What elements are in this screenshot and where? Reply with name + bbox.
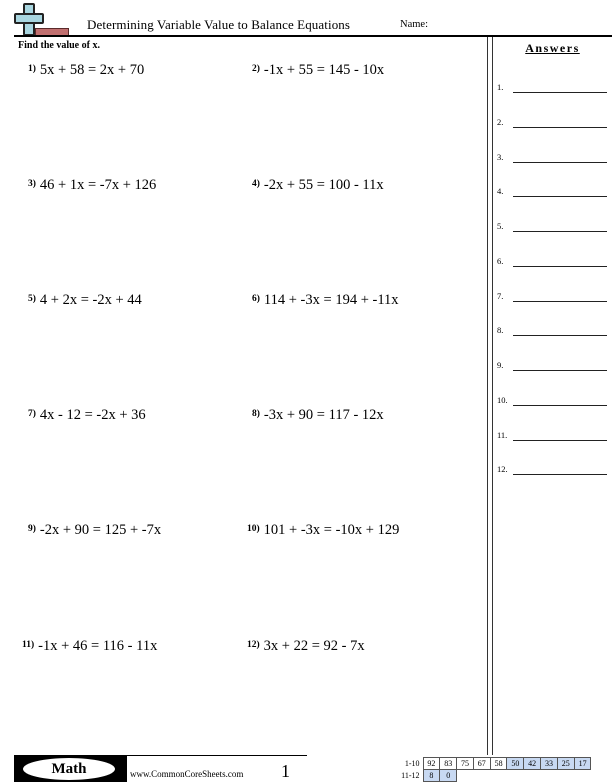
problem-number: 1) bbox=[28, 64, 36, 74]
answer-underline[interactable] bbox=[513, 196, 607, 197]
problem-number: 5) bbox=[28, 294, 36, 304]
score-cell: 83 bbox=[440, 758, 457, 770]
problem-equation: -1x + 55 = 145 - 10x bbox=[263, 62, 385, 78]
score-cell: 67 bbox=[473, 758, 490, 770]
score-row-label: 11-12 bbox=[401, 771, 420, 780]
answer-underline[interactable] bbox=[513, 162, 607, 163]
answer-number: 12. bbox=[497, 464, 508, 474]
score-cell: 17 bbox=[574, 758, 591, 770]
answers-column-divider bbox=[487, 37, 493, 755]
name-field-label: Name: bbox=[400, 19, 428, 30]
answer-number: 1. bbox=[497, 82, 504, 92]
problem-equation: -1x + 46 = 116 - 11x bbox=[38, 638, 158, 654]
page-number: 1 bbox=[281, 761, 290, 781]
answer-blank-3[interactable] bbox=[497, 149, 607, 163]
subject-label: Math bbox=[23, 758, 115, 780]
answer-number: 7. bbox=[497, 291, 504, 301]
answer-underline[interactable] bbox=[513, 440, 607, 441]
problem-number: 4) bbox=[252, 179, 260, 189]
answer-underline[interactable] bbox=[513, 231, 607, 232]
problem-number: 6) bbox=[252, 294, 260, 304]
problem-equation: 5x + 58 = 2x + 70 bbox=[39, 62, 145, 78]
problem-8 bbox=[252, 406, 384, 426]
score-cell: 0 bbox=[440, 770, 457, 782]
problem-number: 9) bbox=[28, 524, 36, 534]
problem-3 bbox=[28, 176, 156, 196]
answer-blank-10[interactable] bbox=[497, 392, 607, 406]
footer-separator bbox=[126, 756, 127, 782]
problem-equation: 114 + -3x = 194 + -11x bbox=[263, 292, 399, 308]
answer-blank-6[interactable] bbox=[497, 253, 607, 267]
answer-blank-9[interactable] bbox=[497, 357, 607, 371]
problem-equation: -3x + 90 = 117 - 12x bbox=[263, 407, 384, 423]
answer-number: 3. bbox=[497, 152, 504, 162]
answer-underline[interactable] bbox=[513, 266, 607, 267]
score-row-label: 1-10 bbox=[404, 759, 420, 768]
answer-blank-7[interactable] bbox=[497, 288, 607, 302]
problem-equation: 46 + 1x = -7x + 126 bbox=[39, 177, 157, 193]
answer-underline[interactable] bbox=[513, 474, 607, 475]
problem-4 bbox=[252, 176, 384, 196]
problem-11 bbox=[22, 637, 157, 657]
header-divider bbox=[14, 35, 612, 37]
plus-sign-logo-icon bbox=[14, 3, 70, 37]
score-table bbox=[395, 757, 591, 782]
answer-number: 6. bbox=[497, 256, 504, 266]
score-row-11-12 bbox=[395, 770, 591, 782]
instructions: Find the value of x. bbox=[18, 40, 100, 51]
website-link[interactable]: www.CommonCoreSheets.com bbox=[130, 769, 244, 779]
problem-number: 3) bbox=[28, 179, 36, 189]
answer-number: 2. bbox=[497, 117, 504, 127]
answer-number: 8. bbox=[497, 325, 504, 335]
worksheet-title: Determining Variable Value to Balance Equations bbox=[87, 17, 351, 32]
problem-equation: 4x - 12 = -2x + 36 bbox=[39, 407, 146, 423]
subject-badge bbox=[14, 756, 126, 782]
problem-12 bbox=[247, 637, 365, 657]
problem-2 bbox=[252, 61, 384, 81]
problem-equation: -2x + 90 = 125 + -7x bbox=[39, 522, 162, 538]
problem-number: 12) bbox=[247, 640, 260, 650]
answer-blank-8[interactable] bbox=[497, 322, 607, 336]
problem-equation: 4 + 2x = -2x + 44 bbox=[39, 292, 142, 308]
score-cell: 58 bbox=[490, 758, 507, 770]
problem-number: 2) bbox=[252, 64, 260, 74]
answer-blank-12[interactable] bbox=[497, 461, 607, 475]
problem-number: 8) bbox=[252, 409, 260, 419]
problem-equation: 3x + 22 = 92 - 7x bbox=[263, 638, 365, 654]
answer-blank-11[interactable] bbox=[497, 427, 607, 441]
problem-equation: 101 + -3x = -10x + 129 bbox=[263, 522, 400, 538]
answer-underline[interactable] bbox=[513, 370, 607, 371]
answer-blank-2[interactable] bbox=[497, 114, 607, 128]
answer-underline[interactable] bbox=[513, 301, 607, 302]
score-cell: 33 bbox=[541, 758, 558, 770]
answer-underline[interactable] bbox=[513, 127, 607, 128]
problem-7 bbox=[28, 406, 146, 426]
answer-number: 10. bbox=[497, 395, 508, 405]
score-cell: 92 bbox=[423, 758, 440, 770]
answer-blank-4[interactable] bbox=[497, 183, 607, 197]
answer-underline[interactable] bbox=[513, 335, 607, 336]
problem-number: 11) bbox=[22, 640, 35, 650]
score-cell: 42 bbox=[524, 758, 541, 770]
score-cell: 75 bbox=[457, 758, 474, 770]
worksheet-header bbox=[0, 0, 612, 37]
problem-number: 7) bbox=[28, 409, 36, 419]
score-cell: 25 bbox=[557, 758, 574, 770]
answer-number: 4. bbox=[497, 186, 504, 196]
problem-1 bbox=[28, 61, 144, 81]
problem-equation: -2x + 55 = 100 - 11x bbox=[263, 177, 384, 193]
problem-9 bbox=[28, 521, 161, 541]
answer-underline[interactable] bbox=[513, 92, 607, 93]
answer-blank-5[interactable] bbox=[497, 218, 607, 232]
problem-10 bbox=[247, 521, 399, 541]
problem-number: 10) bbox=[247, 524, 260, 534]
score-row-1-10 bbox=[395, 758, 591, 770]
answer-number: 11. bbox=[497, 430, 508, 440]
problem-6 bbox=[252, 291, 399, 311]
answer-number: 5. bbox=[497, 221, 504, 231]
score-cell: 50 bbox=[507, 758, 524, 770]
answers-heading: Answers bbox=[525, 41, 580, 55]
problem-5 bbox=[28, 291, 142, 311]
score-cell: 8 bbox=[423, 770, 440, 782]
answer-number: 9. bbox=[497, 360, 504, 370]
answer-underline[interactable] bbox=[513, 405, 607, 406]
answer-blank-1[interactable] bbox=[497, 79, 607, 93]
